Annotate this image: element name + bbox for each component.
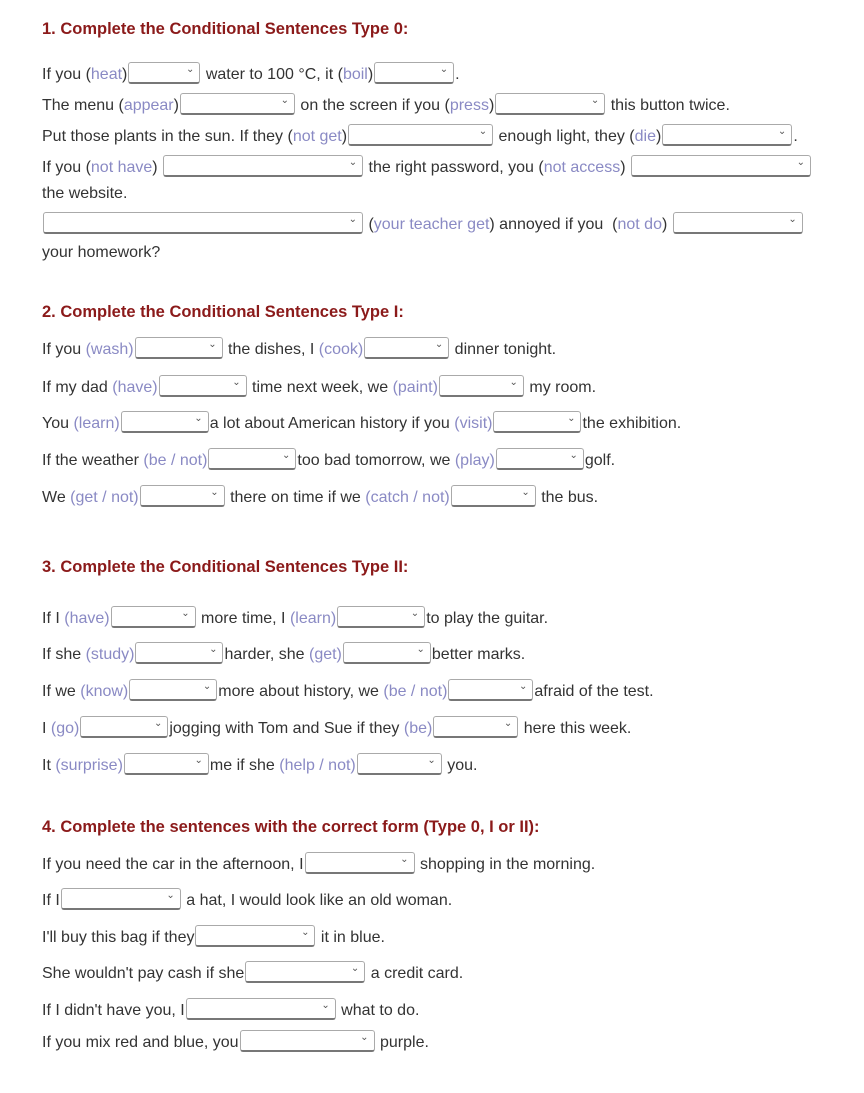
answer-dropdown[interactable] [128, 62, 200, 84]
sentence [42, 155, 812, 181]
verb-hint: not access [543, 159, 621, 176]
sentence-text: on the screen if you ( [295, 97, 450, 114]
sentence [42, 925, 385, 951]
verb-hint: not get [292, 128, 342, 145]
verb-hint: your teacher get [373, 216, 490, 233]
chevron-down-icon: ⌄ [519, 681, 528, 692]
sentence-text: harder, she [224, 646, 309, 663]
sentence-text: . [793, 128, 798, 145]
sentence-text: a lot about American history if you [209, 415, 455, 432]
sentence-text: the website. [42, 185, 128, 202]
sentence-text: If I [42, 892, 60, 909]
answer-dropdown[interactable] [135, 337, 223, 359]
sentence-text: to play the guitar. [426, 610, 549, 627]
verb-hint: (be / not) [383, 683, 448, 700]
answer-dropdown[interactable] [439, 375, 524, 397]
verb-hint: (play) [454, 452, 495, 469]
verb-hint: (study) [85, 646, 135, 663]
answer-dropdown[interactable] [433, 716, 518, 738]
chevron-down-icon: ⌄ [210, 487, 219, 498]
verb-hint: (visit) [454, 415, 493, 432]
sentence [42, 337, 556, 363]
chevron-down-icon: ⌄ [194, 413, 203, 424]
sentence-text: Put those plants in the sun. If they ( [42, 128, 293, 145]
verb-hint: (learn) [73, 415, 120, 432]
sentence-text: The menu ( [42, 97, 124, 114]
sentence-text: I'll buy this bag if they [42, 929, 195, 946]
sentence-text: ) [488, 97, 495, 114]
answer-dropdown[interactable] [208, 448, 296, 470]
sentence-text: it in blue. [316, 929, 385, 946]
chevron-down-icon: ⌄ [400, 854, 409, 865]
answer-dropdown[interactable] [305, 852, 415, 874]
chevron-down-icon: ⌄ [194, 755, 203, 766]
sentence-text: If we [42, 683, 81, 700]
answer-dropdown[interactable] [240, 1030, 375, 1052]
verb-hint: (cook) [318, 341, 364, 358]
answer-dropdown[interactable] [496, 448, 584, 470]
answer-dropdown[interactable] [43, 212, 363, 234]
answer-dropdown[interactable] [631, 155, 811, 177]
sentence-text: I [42, 720, 51, 737]
sentence [42, 961, 463, 987]
sentence-text: dinner tonight. [450, 341, 557, 358]
sentence-text: this button twice. [606, 97, 730, 114]
sentence-text: here this week. [519, 720, 632, 737]
sentence-text: If I didn't have you, I [42, 1002, 185, 1019]
section-title: 1. Complete the Conditional Sentences Type 0: [42, 20, 409, 38]
sentence [42, 411, 681, 437]
verb-hint: (have) [112, 379, 158, 396]
chevron-down-icon: ⌄ [509, 377, 518, 388]
chevron-down-icon: ⌄ [202, 681, 212, 692]
chevron-down-icon: ⌄ [478, 126, 488, 137]
chevron-down-icon: ⌄ [209, 644, 218, 655]
sentence-text: what to do. [336, 1002, 420, 1019]
verb-hint: (wash) [85, 341, 134, 358]
sentence-text: ) [152, 159, 163, 176]
sentence-text: ) annoyed if you ( [489, 216, 618, 233]
sentence-text: ) [341, 128, 348, 145]
sentence [42, 852, 595, 878]
verb-hint: (know) [80, 683, 129, 700]
answer-dropdown[interactable] [124, 753, 209, 775]
sentence-text: ) [122, 66, 128, 83]
sentence-text: ( [364, 216, 374, 233]
sentence-text: shopping in the morning. [415, 856, 596, 873]
verb-hint: (paint) [392, 379, 438, 396]
sentence-text: If my dad [42, 379, 113, 396]
sentence [42, 606, 548, 632]
sentence-text: more time, I [196, 610, 290, 627]
sentence-text: jogging with Tom and Sue if they [169, 720, 404, 737]
chevron-down-icon: ⌄ [350, 963, 360, 974]
chevron-down-icon: ⌄ [503, 718, 513, 729]
chevron-down-icon: ⌄ [153, 718, 163, 729]
sentence-text: If you need the car in the afternoon, I [42, 856, 304, 873]
answer-dropdown[interactable] [364, 337, 449, 359]
answer-dropdown[interactable] [140, 485, 225, 507]
answer-dropdown[interactable] [245, 961, 365, 983]
sentence [42, 240, 160, 266]
sentence [42, 679, 654, 705]
sentence-text: your homework? [42, 244, 161, 261]
sentence-text: If you [42, 341, 86, 358]
sentence-text: ) [620, 159, 630, 176]
sentence-text: ) [367, 66, 374, 83]
answer-dropdown[interactable] [129, 679, 217, 701]
sentence-text: If she [42, 646, 86, 663]
answer-dropdown[interactable] [357, 753, 442, 775]
verb-hint: (have) [64, 610, 110, 627]
sentence-text: She wouldn't pay cash if she [42, 965, 245, 982]
sentence-text: more about history, we [218, 683, 384, 700]
sentence-text: a hat, I would look like an old woman. [181, 892, 453, 909]
sentence [42, 212, 804, 238]
sentence-text: a credit card. [366, 965, 464, 982]
sentence [42, 1030, 429, 1056]
sentence [42, 998, 419, 1024]
answer-dropdown[interactable] [159, 375, 247, 397]
verb-hint: (catch / not) [365, 489, 450, 506]
answer-dropdown[interactable] [343, 642, 431, 664]
chevron-down-icon: ⌄ [301, 927, 310, 938]
chevron-down-icon: ⌄ [569, 450, 578, 461]
chevron-down-icon: ⌄ [590, 95, 600, 106]
sentence-text: If you ( [42, 159, 91, 176]
verb-hint: (get) [308, 646, 342, 663]
sentence-text: time next week, we [247, 379, 393, 396]
chevron-down-icon: ⌄ [434, 339, 444, 350]
verb-hint: not do [617, 216, 662, 233]
section-title: 4. Complete the sentences with the correct form (Type 0, I or II): [42, 818, 540, 836]
verb-hint: (be / not) [143, 452, 208, 469]
chevron-down-icon: ⌄ [348, 157, 358, 168]
sentence-text: If you mix red and blue, you [42, 1034, 239, 1051]
chevron-down-icon: ⌄ [788, 214, 797, 225]
sentence [42, 93, 730, 119]
chevron-down-icon: ⌄ [185, 64, 195, 75]
section-title: 3. Complete the Conditional Sentences Type II: [42, 558, 409, 576]
verb-hint: boil [342, 66, 368, 83]
chevron-down-icon: ⌄ [410, 608, 420, 619]
answer-dropdown[interactable] [348, 124, 493, 146]
answer-dropdown[interactable] [111, 606, 196, 628]
sentence [42, 62, 460, 88]
sentence-text: enough light, they ( [494, 128, 635, 145]
answer-dropdown[interactable] [186, 998, 336, 1020]
verb-hint: appear [123, 97, 174, 114]
sentence-text: If you ( [42, 66, 91, 83]
answer-dropdown[interactable] [80, 716, 168, 738]
chevron-down-icon: ⌄ [282, 450, 291, 461]
answer-dropdown[interactable] [448, 679, 533, 701]
verb-hint: not have [90, 159, 153, 176]
sentence-text: the bus. [536, 489, 599, 506]
sentence [42, 642, 525, 668]
chevron-down-icon: ⌄ [280, 95, 289, 106]
sentence-text: We [42, 489, 71, 506]
verb-hint: (be) [403, 720, 433, 737]
answer-dropdown[interactable] [374, 62, 454, 84]
sentence-text: the right password, you ( [364, 159, 544, 176]
answer-dropdown[interactable] [662, 124, 792, 146]
sentence-text: the dishes, I [223, 341, 319, 358]
sentence-text: too bad tomorrow, we [297, 452, 455, 469]
answer-dropdown[interactable] [493, 411, 581, 433]
answer-dropdown[interactable] [195, 925, 315, 947]
verb-hint: press [449, 97, 489, 114]
chevron-down-icon: ⌄ [166, 890, 175, 901]
chevron-down-icon: ⌄ [796, 157, 805, 168]
verb-hint: (learn) [289, 610, 337, 627]
verb-hint: (get / not) [70, 489, 139, 506]
verb-hint: (help / not) [279, 757, 356, 774]
chevron-down-icon: ⌄ [439, 64, 449, 75]
sentence-text: the exhibition. [582, 415, 682, 432]
sentence-text: ) [655, 128, 662, 145]
chevron-down-icon: ⌄ [416, 644, 425, 655]
sentence-text: If the weather [42, 452, 144, 469]
answer-dropdown[interactable] [163, 155, 363, 177]
sentence-text: You [42, 415, 74, 432]
answer-dropdown[interactable] [495, 93, 605, 115]
sentence [42, 753, 477, 779]
sentence-text: . [455, 66, 460, 83]
sentence [42, 888, 452, 914]
answer-dropdown[interactable] [673, 212, 803, 234]
sentence [42, 375, 596, 401]
verb-hint: heat [90, 66, 123, 83]
sentence-text: you. [442, 757, 478, 774]
sentence-text: afraid of the test. [534, 683, 654, 700]
chevron-down-icon: ⌄ [427, 755, 436, 766]
chevron-down-icon: ⌄ [348, 214, 357, 225]
answer-dropdown[interactable] [337, 606, 425, 628]
answer-dropdown[interactable] [451, 485, 536, 507]
answer-dropdown[interactable] [135, 642, 223, 664]
answer-dropdown[interactable] [121, 411, 209, 433]
chevron-down-icon: ⌄ [521, 487, 530, 498]
sentence-text: If I [42, 610, 65, 627]
sentence [42, 181, 127, 207]
chevron-down-icon: ⌄ [208, 339, 217, 350]
answer-dropdown[interactable] [61, 888, 181, 910]
chevron-down-icon: ⌄ [777, 126, 787, 137]
verb-hint: (surprise) [55, 757, 123, 774]
sentence-text: golf. [584, 452, 616, 469]
sentence [42, 485, 598, 511]
sentence-text: better marks. [431, 646, 526, 663]
sentence-text: ) [173, 97, 179, 114]
sentence-text: my room. [524, 379, 597, 396]
sentence-text: me if she [209, 757, 280, 774]
sentence [42, 448, 615, 474]
verb-hint: (go) [50, 720, 80, 737]
sentence-text: water to 100 °C, it ( [201, 66, 343, 83]
chevron-down-icon: ⌄ [181, 608, 190, 619]
sentence [42, 716, 631, 742]
sentence-text: there on time if we [225, 489, 366, 506]
verb-hint: die [634, 128, 656, 145]
answer-dropdown[interactable] [180, 93, 295, 115]
chevron-down-icon: ⌄ [567, 413, 576, 424]
chevron-down-icon: ⌄ [321, 1000, 330, 1011]
sentence-text: ) [661, 216, 672, 233]
chevron-down-icon: ⌄ [360, 1032, 369, 1043]
sentence [42, 124, 798, 150]
section-title: 2. Complete the Conditional Sentences Type I: [42, 303, 404, 321]
sentence-text: purple. [375, 1034, 429, 1051]
chevron-down-icon: ⌄ [232, 377, 241, 388]
sentence-text: It [42, 757, 56, 774]
